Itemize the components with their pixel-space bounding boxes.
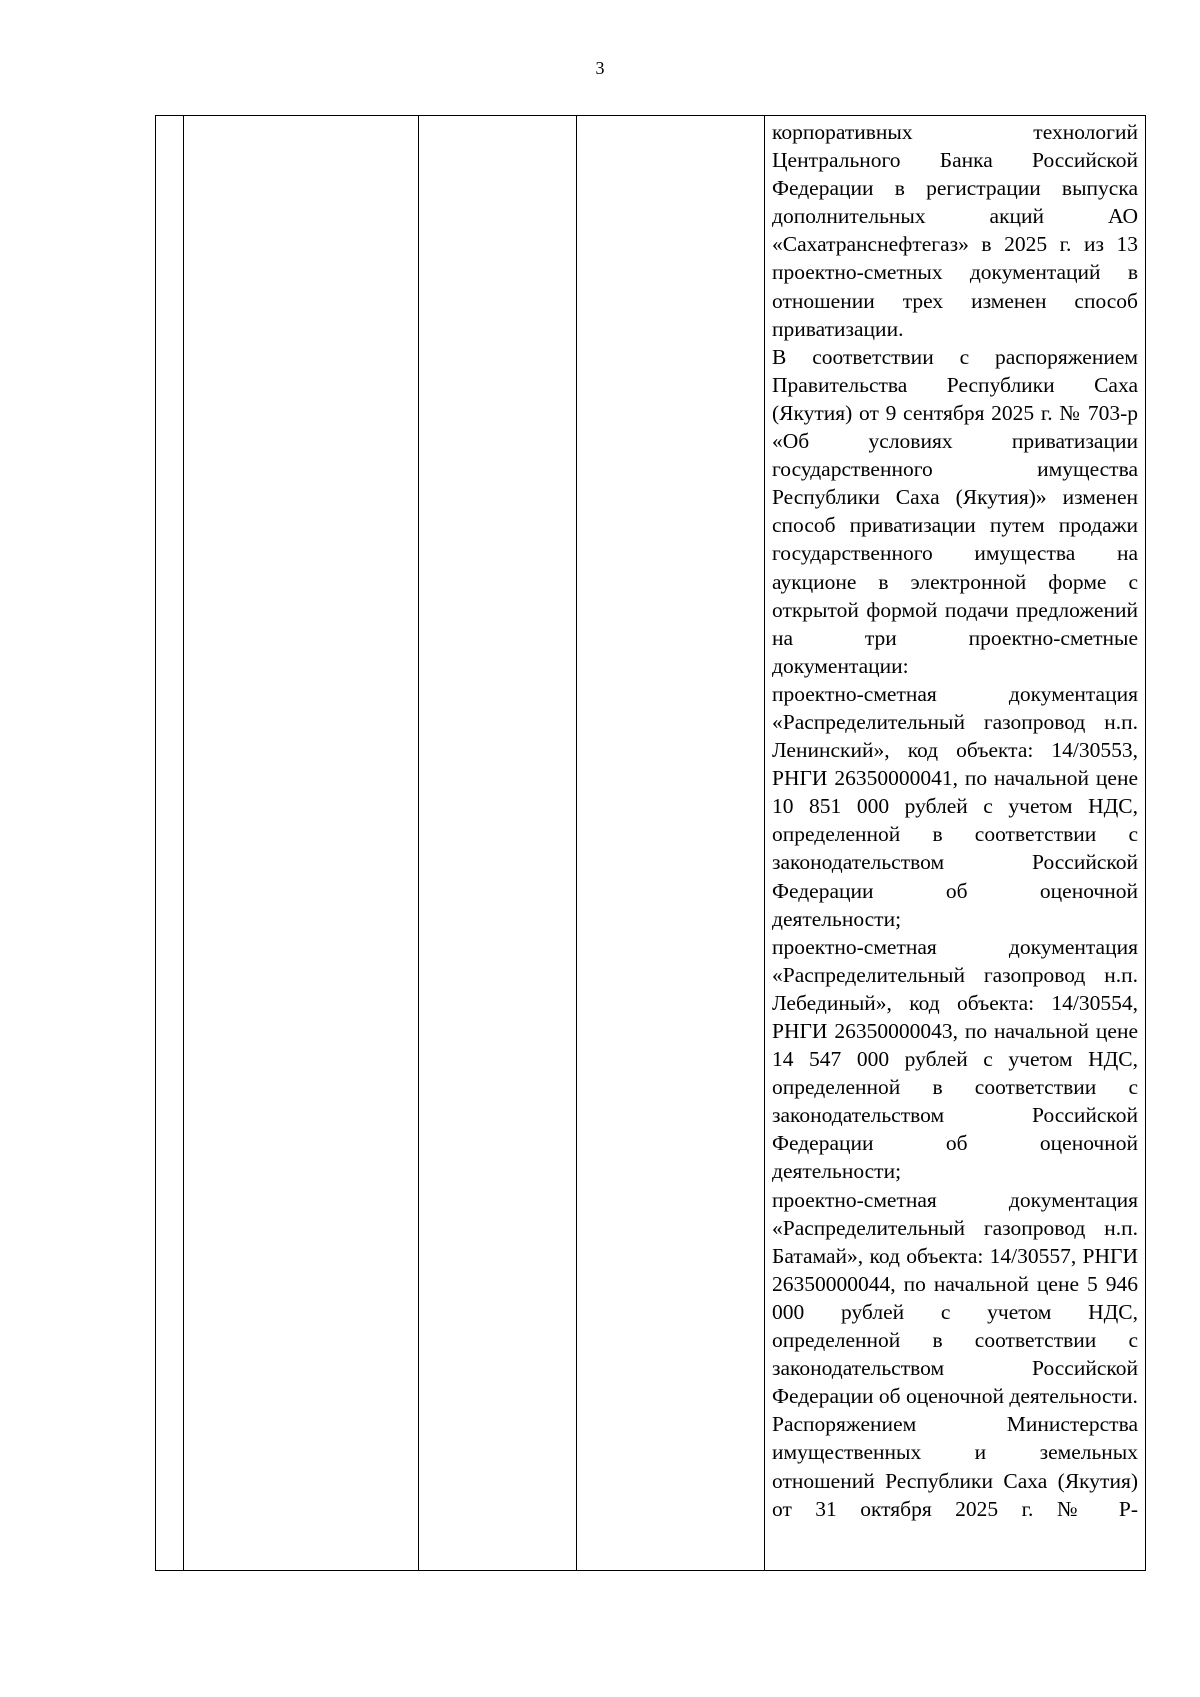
- document-table: [155, 115, 1146, 1571]
- table-cell-number: [156, 116, 184, 1571]
- table-cell-col-2: [184, 116, 419, 1571]
- table-cell-col-3: [419, 116, 577, 1571]
- description-paragraph: проектно-сметная документация «Распределительный газопровод н.п. Ленинский», код объекта: 14/30553, РНГИ 26350000041, по начальной цене 10 851 000 рублей с учетом НДС, определенной в соответствии с законодательством Российской Федерации об оценочной деятельности;: [772, 681, 1138, 931]
- page-number: 3: [595, 58, 605, 78]
- description-paragraph: проектно-сметная документация «Распределительный газопровод н.п. Батамай», код объекта: 14/30557, РНГИ 26350000044, по начальной цене 5 946 000 рублей с учетом НДС, определенной в соответствии с законодательством Российской Федерации об оценочной деятельности.: [772, 1187, 1138, 1409]
- table-row: [156, 116, 1146, 1571]
- table-cell-col-4: [577, 116, 765, 1571]
- table-cell-description: [765, 116, 1146, 1571]
- description-paragraph: проектно-сметная документация «Распределительный газопровод н.п. Лебединый», код объекта: 14/30554, РНГИ 26350000043, по начальной цене 14 547 000 рублей с учетом НДС, определенной в соответствии с законодательством Российской Федерации об оценочной деятельности;: [772, 934, 1138, 1184]
- description-paragraph: В соответствии с распоряжением Правительства Республики Саха (Якутия) от 9 сентября 2025 г. № 703-р «Об условиях приватизации государственного имущества Республики Саха (Якутия)» изменен способ приватизации путем продажи государственного имущества на аукционе в электронной форме с открытой формой подачи предложений на три проектно-сметные документации:: [772, 344, 1138, 678]
- description-paragraph: Распоряжением Министерства имущественных и земельных отношений Республики Саха (Якутия) от 31 октября 2025 г. № Р-: [772, 1412, 1138, 1521]
- description-paragraph: корпоративных технологий Центрального Банка Российской Федерации в регистрации выпуска дополнительных акций АО «Сахатранснефтегаз» в 2025 г. из 13 проектно-сметных документаций в отношении трех изменен способ приватизации.: [772, 120, 1138, 341]
- description-text: [765, 116, 1145, 1523]
